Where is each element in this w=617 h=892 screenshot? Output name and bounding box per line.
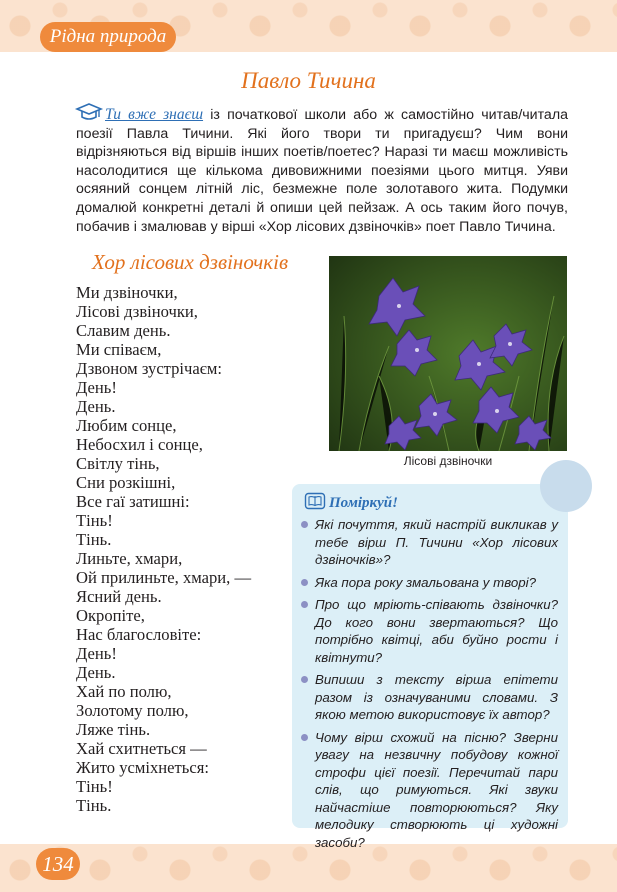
poem-text <box>76 283 296 815</box>
question-item: Які почуття, який настрій викликав у тебе вірш П. Тичини «Хор лісових дзвіночків»? <box>292 516 568 569</box>
poem-line: Тінь! <box>76 777 113 796</box>
poem-line: Тінь. <box>76 796 112 815</box>
book-icon <box>304 492 326 510</box>
poem-line: Небосхил і сонце, <box>76 435 203 454</box>
poem-line: Линьте, хмари, <box>76 549 183 568</box>
poem-line: Тінь. <box>76 530 112 549</box>
think-box <box>292 484 568 850</box>
poem-line: День. <box>76 663 116 682</box>
poem-line: Ой прилиньте, хмари, — <box>76 568 252 587</box>
question-item: Чому вірш схожий на пісню? Зверни увагу на незвичну побудову кожної строфи цієї поезії. Перечитай пари слів, що римуються. Які звуки найчастіше повторюються? Яку мелодику створюють ці художні засоби? <box>292 729 568 852</box>
poem-line: Хай схитнеться — <box>76 739 207 758</box>
question-list <box>292 516 568 856</box>
poem-line: Тінь! <box>76 511 113 530</box>
photo-caption: Лісові дзвіночки <box>403 454 493 468</box>
page-number: 134 <box>36 848 80 880</box>
intro-paragraph <box>76 103 568 236</box>
question-item: Про що мріють-співають дзвіночки? До кого вони звертаються? Що потрібно квітці, аби буйно рости і квітнути? <box>292 596 568 666</box>
poem-line: Жито усміхнеться: <box>76 758 209 777</box>
poem-line: Ми дзвіночки, <box>76 283 178 302</box>
poem-line: Любим сонце, <box>76 416 177 435</box>
box-corner-decoration <box>540 460 592 512</box>
bellflower-photo <box>329 256 567 451</box>
think-heading-text: Поміркуй! <box>329 495 398 511</box>
poem-line: День! <box>76 378 117 397</box>
poem-line: Все гаї затишні: <box>76 492 190 511</box>
poem-title: Хор лісових дзвіночків <box>92 250 289 274</box>
poem-line: Нас благословіте: <box>76 625 202 644</box>
poem-line: Ляже тінь. <box>76 720 151 739</box>
poem-line: Ми співаєм, <box>76 340 162 359</box>
poem-line: Золотому полю, <box>76 701 189 720</box>
author-title: Павло Тичина <box>241 68 376 93</box>
think-heading <box>304 492 398 512</box>
poem-line: Дзвоном зустрічаєм: <box>76 359 222 378</box>
poem-line: Хай по полю, <box>76 682 172 701</box>
question-item: Випиши з тексту вірша епітети разом із означуваними словами. З якою метою використовує їх автор? <box>292 671 568 724</box>
graduation-cap-icon <box>76 103 102 123</box>
poem-line: Ясний день. <box>76 587 162 606</box>
poem-line: Сни розкішні, <box>76 473 176 492</box>
poem-line: Окропіте, <box>76 606 145 625</box>
poem-line: День! <box>76 644 117 663</box>
poem-line: Лісові дзвіночки, <box>76 302 198 321</box>
poem-line: Світлу тінь, <box>76 454 160 473</box>
section-tab: Рідна природа <box>40 22 176 52</box>
poem-line: День. <box>76 397 116 416</box>
you-know-label: Ти вже знаєш <box>105 106 204 123</box>
question-item: Яка пора року змальована у творі? <box>292 574 568 592</box>
intro-text: із початкової школи або ж самостійно читав/читала поезії Павла Тичини. Які його твори ти пригадуєш? Чим вони відрізняються від віршів інших поетів/поетес? Наразі ти маєш можливість насолодитися ще кількома дивовижними поезіями цього митця. Уяви осяяний сонцем літній ліс, безмежне поле золотавого жита. Подумки домалюй конкретні деталі й опиши цей пейзаж. А ось таким його почув, побачив і змалював у вірші «Хор лісових дзвіночків» поет Павло Тичина. <box>76 107 568 235</box>
poem-line: Славим день. <box>76 321 171 340</box>
